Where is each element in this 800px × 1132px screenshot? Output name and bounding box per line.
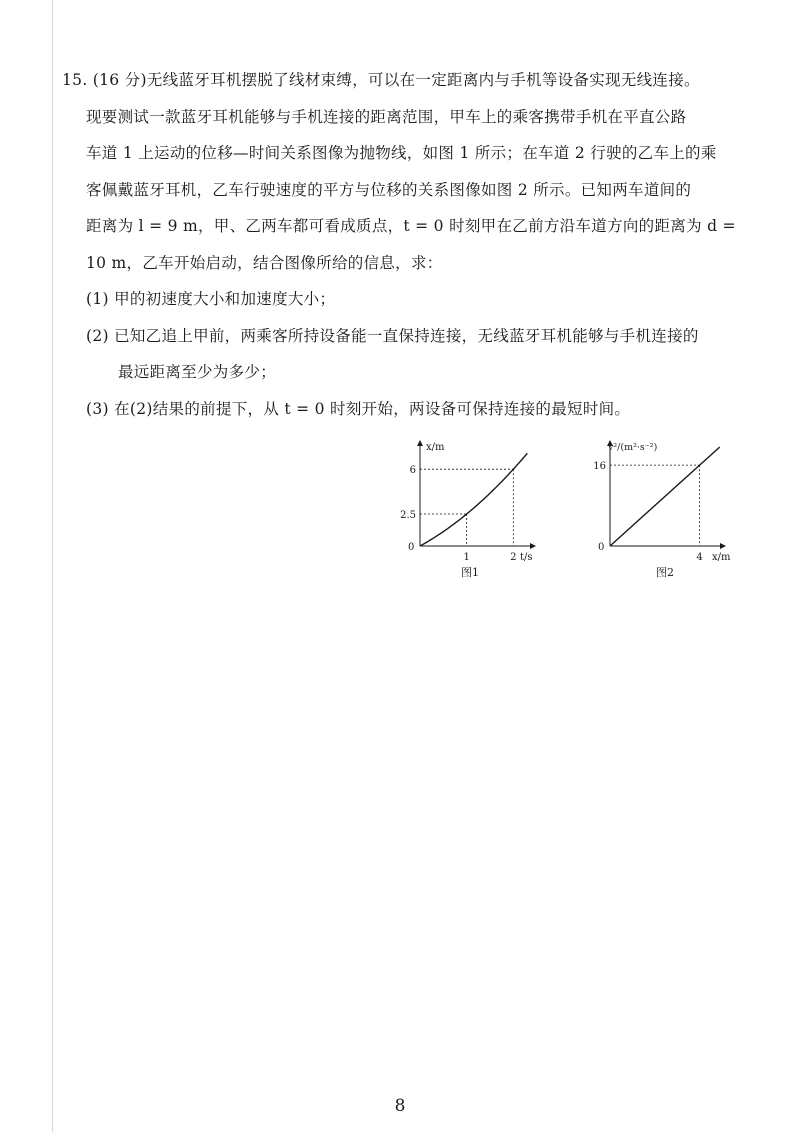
x-tick-label: 4 xyxy=(696,552,703,563)
x-tick-label: 2 xyxy=(510,552,517,563)
problem-line: 10 m，乙车开始启动，结合图像所给的信息，求： xyxy=(86,253,443,272)
question-2: (2) 已知乙追上甲前，两乘客所持设备能一直保持连接，无线蓝牙耳机能够与手机连接的 xyxy=(86,326,699,345)
figure-caption: 图1 xyxy=(461,566,479,579)
y-tick-label: 6 xyxy=(409,465,416,477)
problem-line: 现要测试一款蓝牙耳机能够与手机连接的距离范围，甲车上的乘客携带手机在平直公路 xyxy=(86,107,687,126)
y-tick-label: 2.5 xyxy=(400,510,416,521)
guide-lines xyxy=(420,469,513,546)
y-tick-label: 16 xyxy=(593,461,606,473)
question-2-cont: 最远距离至少为多少； xyxy=(118,363,277,381)
figure-2 xyxy=(580,436,750,590)
x-axis-label: x/m xyxy=(712,552,731,563)
origin-label: 0 xyxy=(408,542,415,553)
page-margin-rule xyxy=(52,0,53,1132)
problem-15 xyxy=(62,62,742,427)
x-axis-arrow-icon xyxy=(720,543,726,549)
y-axis-label: v²/(m²·s⁻²) xyxy=(608,442,658,453)
problem-line: 15. (16 分)无线蓝牙耳机摆脱了线材束缚，可以在一定距离内与手机等设备实现无线连接。 xyxy=(62,71,700,89)
origin-label: 0 xyxy=(598,542,605,553)
page-number: 8 xyxy=(394,1096,406,1116)
y-axis-arrow-icon xyxy=(417,440,423,446)
x-axis-label: t/s xyxy=(520,552,533,563)
problem-line: 距离为 l = 9 m，甲、乙两车都可看成质点，t = 0 时刻甲在乙前方沿车道方向的距离为 d = xyxy=(86,217,736,235)
figure-1 xyxy=(390,436,550,590)
figure-2-svg xyxy=(580,436,750,586)
position-time-curve xyxy=(420,453,527,546)
problem-line: 车道 1 上运动的位移—时间关系图像为抛物线，如图 1 所示；在车道 2 行驶的乙车上的乘 xyxy=(86,144,717,162)
figure-caption: 图2 xyxy=(656,566,674,579)
question-1: (1) 甲的初速度大小和加速度大小； xyxy=(86,290,336,308)
figure-1-svg xyxy=(390,436,550,586)
velocity-squared-line xyxy=(610,447,720,546)
problem-line: 客佩戴蓝牙耳机，乙车行驶速度的平方与位移的关系图像如图 2 所示。已知两车道间的 xyxy=(86,180,692,199)
x-axis-arrow-icon xyxy=(530,543,536,549)
x-tick-label: 1 xyxy=(463,552,470,563)
y-axis-label: x/m xyxy=(426,442,445,453)
question-3: (3) 在(2)结果的前提下，从 t = 0 时刻开始，两设备可保持连接的最短时间。 xyxy=(86,399,631,418)
